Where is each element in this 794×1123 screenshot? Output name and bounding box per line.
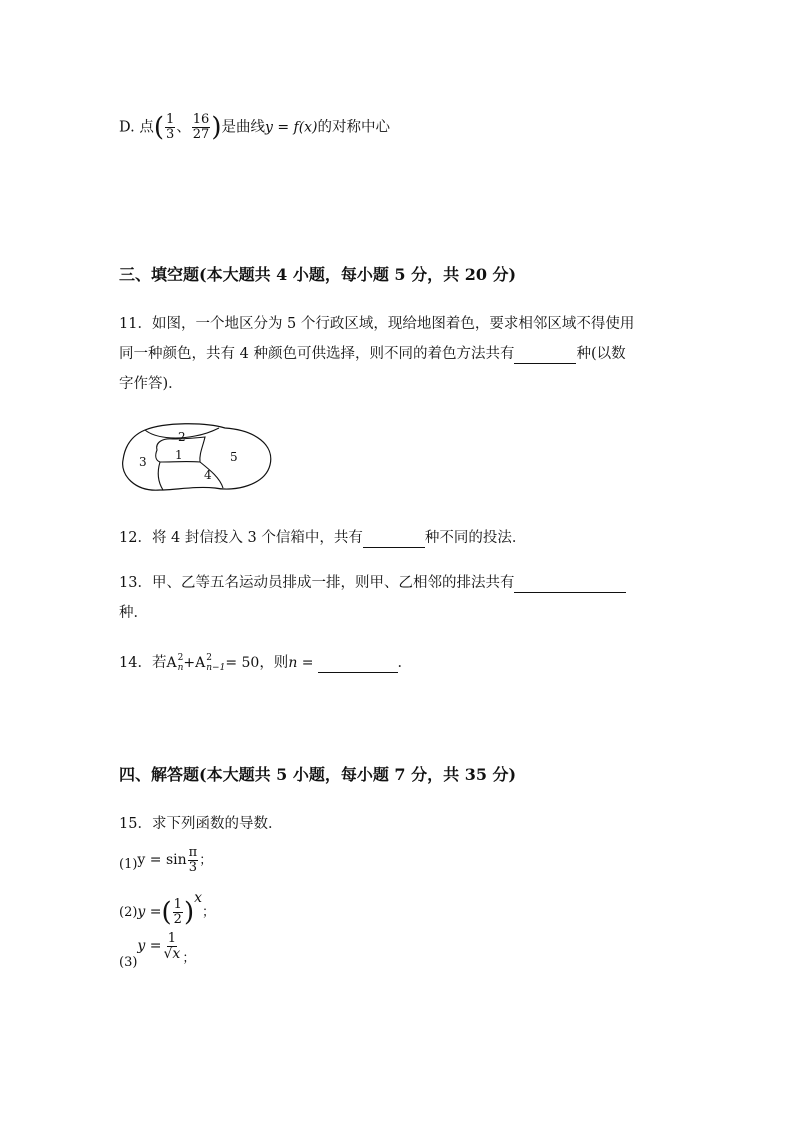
q14-line <box>119 653 412 673</box>
right-paren: ) <box>211 112 222 143</box>
q12-text-b: 种不同的投法． <box>424 530 527 546</box>
q15-p3-label: (3) <box>119 955 138 970</box>
point-y-fraction <box>192 113 211 142</box>
q14-A2-sup: 2 <box>206 653 212 663</box>
q14-answer-blank[interactable] <box>318 656 398 673</box>
q14-A1-sup: 2 <box>177 653 184 663</box>
q15-p2-end: ； <box>202 905 216 920</box>
q14-A2-sub: n−1 <box>206 663 226 673</box>
map-label-5: 5 <box>230 450 238 464</box>
q13-line-1 <box>119 573 626 593</box>
point-x-num: 1 <box>165 112 175 127</box>
curve-expr: y = f(x) <box>264 119 318 136</box>
q11-line-2a: 同一种颜色，共有 4 种颜色可供选择，则不同的着色方法共有 <box>119 346 515 362</box>
q14-n-eq: n = <box>288 655 314 671</box>
q14-A1-sub: n <box>177 663 184 673</box>
q15-p1-den: 3 <box>188 860 198 875</box>
q14-end: ． <box>397 655 413 671</box>
q15-p3-end: ； <box>182 951 196 966</box>
q13-line-2: 种． <box>119 605 148 621</box>
option-d <box>119 113 390 142</box>
q15-p1-num: π <box>188 845 198 860</box>
point-x-den: 3 <box>165 127 175 142</box>
q14-plus: + <box>183 655 196 671</box>
q14-prefix: 14．若 <box>119 655 167 671</box>
section-3-heading: 三、填空题(本大题共 4 小题，每小题 5 分，共 20 分) <box>119 265 517 284</box>
q15-p2-den: 2 <box>173 912 182 927</box>
q15-p2-fraction <box>173 898 183 927</box>
q14-eq: = 50 <box>225 655 260 671</box>
q14-A2: A <box>195 655 206 671</box>
q11-line-3: 字作答)． <box>119 376 183 392</box>
q15-p2-exp: x <box>194 890 203 906</box>
q15-p2-expr: y = <box>137 904 162 920</box>
q15-title: 15．求下列函数的导数． <box>119 816 283 832</box>
q14-mid: ，则 <box>259 655 289 671</box>
q15-p3-den: √x <box>163 946 181 962</box>
left-paren: ( <box>153 112 164 143</box>
point-y-num: 16 <box>192 112 210 127</box>
q15-p3-expr: y = <box>137 938 162 954</box>
q15-part-3 <box>119 932 195 973</box>
q13-answer-blank[interactable] <box>514 576 626 593</box>
q11-line-2b: 种(以数 <box>576 346 626 362</box>
q15-part-2 <box>119 888 215 927</box>
q15-p1-label: (1) <box>119 857 138 872</box>
map-label-3: 3 <box>139 455 147 469</box>
q11-line-2 <box>119 344 626 364</box>
map-region-4-border <box>158 462 163 490</box>
q15-p2-rparen: ) <box>183 897 195 928</box>
q15-p2-num: 1 <box>173 897 182 912</box>
q15-p1-fraction <box>188 846 199 875</box>
option-d-prefix: D. 点 <box>119 119 154 136</box>
region-map-figure <box>115 420 280 495</box>
q15-p3-fraction <box>163 932 182 961</box>
point-x-fraction <box>165 113 175 142</box>
map-label-4: 4 <box>204 468 212 482</box>
q15-p2-lparen: ( <box>161 897 172 928</box>
q12-line <box>119 528 526 548</box>
q15-p2-label: (2) <box>119 905 138 920</box>
q12-answer-blank[interactable] <box>363 531 425 548</box>
q11-line-1: 11．如图，一个地区分为 5 个行政区域，现给地图着色，要求相邻区域不得使用 <box>119 316 635 332</box>
q11-answer-blank[interactable] <box>514 347 576 364</box>
option-d-suffix: 的对称中心 <box>317 119 391 136</box>
q15-part-1 <box>119 846 212 875</box>
section-4-heading: 四、解答题(本大题共 5 小题，每小题 7 分，共 35 分) <box>119 765 517 784</box>
point-separator: 、 <box>176 119 191 136</box>
point-y-den: 27 <box>192 127 210 142</box>
q14-A2-scripts <box>206 653 225 673</box>
q15-p3-num: 1 <box>167 931 177 946</box>
q13-text: 13．甲、乙等五名运动员排成一排，则甲、乙相邻的排法共有 <box>119 575 515 591</box>
q12-text-a: 12．将 4 封信投入 3 个信箱中，共有 <box>119 530 363 546</box>
q14-A1: A <box>166 655 177 671</box>
option-d-mid: 是曲线 <box>221 119 265 136</box>
map-label-2: 2 <box>178 430 186 444</box>
map-label-1: 1 <box>175 448 183 462</box>
q15-p1-expr: y = sin <box>137 852 187 868</box>
q15-p1-end: ； <box>199 853 213 868</box>
